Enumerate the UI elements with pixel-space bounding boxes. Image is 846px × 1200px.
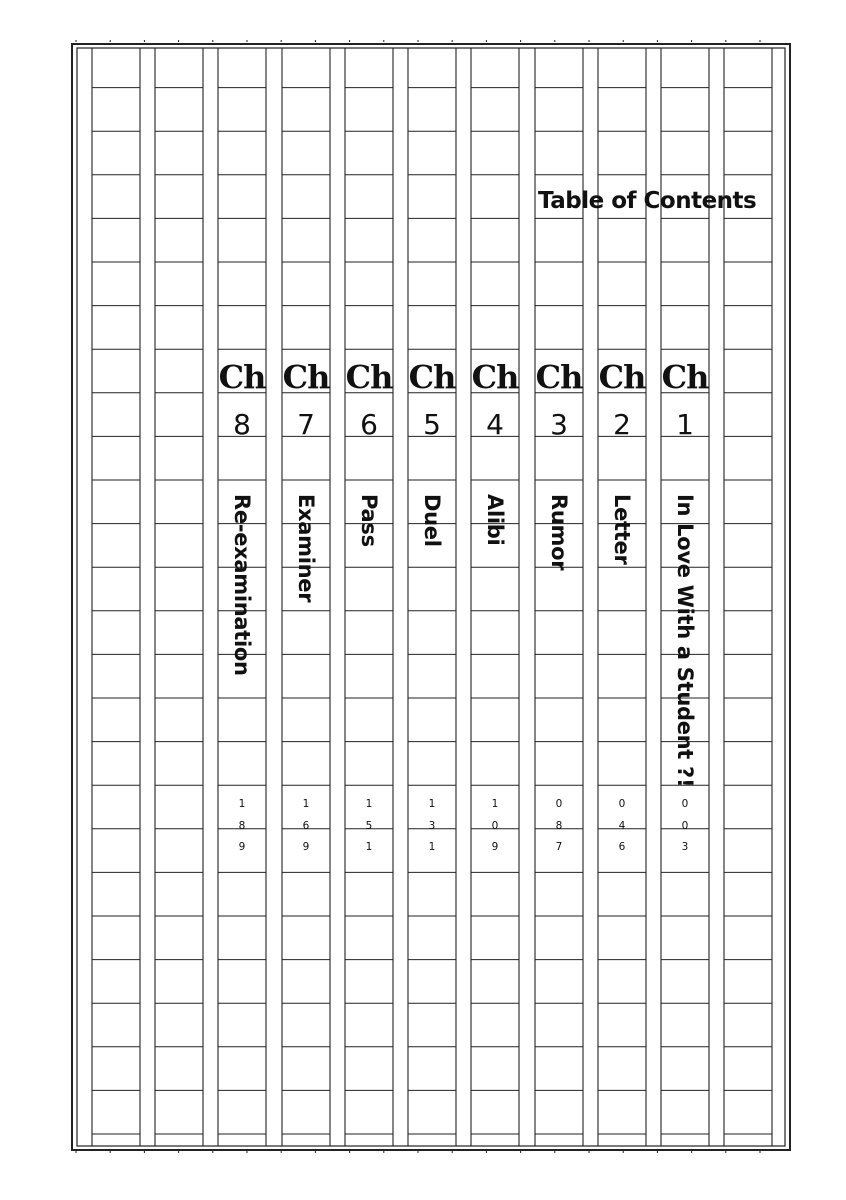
chapter-number: 3 [550, 408, 568, 441]
chapter-page [661, 794, 709, 859]
chapter-page [345, 794, 393, 859]
chapter-title: Letter [610, 494, 634, 565]
page-digit: 1 [491, 798, 499, 810]
chapter-label: Ch [535, 358, 583, 396]
chapter-label: Ch [598, 358, 646, 396]
chapter-label: Ch [218, 358, 266, 396]
chapter-page [598, 794, 646, 859]
page-digit: 1 [428, 841, 436, 853]
page-digit: 9 [238, 841, 246, 853]
toc-title: Table of Contents [538, 188, 757, 214]
chapter-number: 5 [423, 408, 441, 441]
page-digit: 9 [491, 841, 499, 853]
page-digit: 5 [365, 819, 373, 832]
chapter-page [282, 794, 330, 859]
page-digit: 8 [238, 819, 246, 832]
chapter-title: Re-examination [230, 494, 254, 676]
page-digit: 1 [365, 798, 373, 810]
chapter-number: 4 [486, 408, 504, 441]
chapter-title: Rumor [547, 494, 571, 571]
page-digit: 7 [555, 841, 563, 853]
chapter-page [218, 794, 266, 859]
page-digit: 0 [681, 798, 689, 810]
chapter-label: Ch [282, 358, 330, 396]
chapter-title: Examiner [294, 494, 318, 603]
page-digit: 0 [618, 798, 626, 810]
chapter-label: Ch [661, 358, 709, 396]
page-digit: 0 [555, 798, 563, 810]
page-digit: 0 [491, 819, 499, 832]
page-digit: 0 [681, 819, 689, 832]
page-digit: 1 [302, 798, 310, 810]
page-digit: 6 [302, 819, 310, 832]
page-digit: 3 [681, 841, 689, 853]
chapter-title: In Love With a Student ?! [673, 494, 697, 788]
chapter-title: Alibi [483, 494, 507, 546]
page-digit: 8 [555, 819, 563, 832]
chapter-page [408, 794, 456, 859]
chapter-number: 1 [676, 408, 694, 441]
page-digit: 6 [618, 841, 626, 853]
chapter-page [535, 794, 583, 859]
page-digit: 3 [428, 819, 436, 832]
chapter-number: 6 [360, 408, 378, 441]
page-digit: 1 [365, 841, 373, 853]
chapter-title: Pass [357, 494, 381, 547]
page-digit: 4 [618, 819, 626, 832]
chapter-label: Ch [345, 358, 393, 396]
chapter-label: Ch [471, 358, 519, 396]
chapter-number: 8 [233, 408, 251, 441]
chapter-number: 7 [297, 408, 315, 441]
chapter-label: Ch [408, 358, 456, 396]
chapter-number: 2 [613, 408, 631, 441]
page-digit: 1 [238, 798, 246, 810]
chapter-title: Duel [420, 494, 444, 547]
chapter-page [471, 794, 519, 859]
page-digit: 1 [428, 798, 436, 810]
page-digit: 9 [302, 841, 310, 853]
